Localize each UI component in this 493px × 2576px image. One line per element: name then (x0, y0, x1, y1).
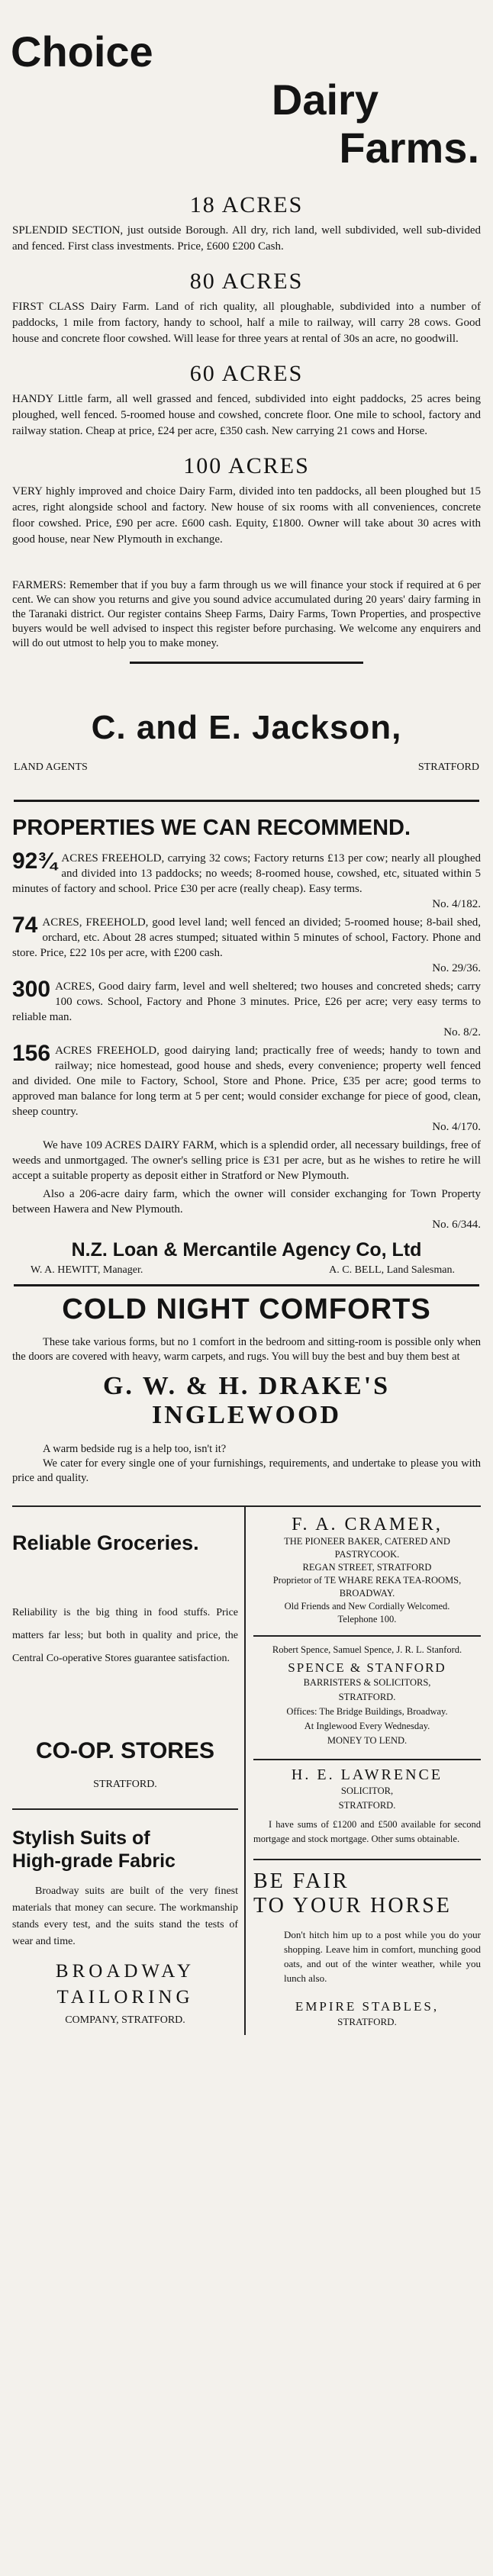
jackson-footer (14, 762, 479, 774)
listing-body: HANDY Little farm, all well grassed and fenced, subdivided into eight paddocks, 25 acres being ploughed, well fenced. 5-roomed house and cowshed, concrete floor. One mile to school, factory and railway station. Cheap at price, £24 per acre, £350 cash. New carrying 21 cows and Horse. (12, 393, 481, 437)
property-ref: No. 4/182. (432, 898, 481, 910)
property-acres-number: 300 (12, 977, 51, 1002)
property-ref: No. 8/2. (443, 1026, 481, 1038)
property-description: ACRES FREEHOLD, good dairying land; practically free of weeds; handy to town and railway; nice homestead, good house and sheds, every convenience; property well fenced and divided. One mile to Factory, School, Store and Phone. Price, £35 per acre; good terms to approved man balance for long term at 5 per cent; would consider exchange for piece of good, clean, sheep country. (12, 1045, 481, 1118)
drakes-town: INGLEWOOD (151, 1401, 342, 1429)
lawrence-name: H. E. LAWRENCE (291, 1766, 443, 1783)
nz-loan-staff (31, 1264, 455, 1277)
divider (14, 800, 479, 802)
horse-body: Don't hitch him up to a post while you do your shopping. Leave him in comfort, munching good oats, and out of the winter weather, while you lunch also. (284, 1929, 481, 1984)
listing-body: SPLENDID SECTION, just outside Borough. All dry, rich land, well subdivided, well sub-divided and fenced. First class investments. Price, £600 £200 Cash. (12, 224, 481, 253)
divider (130, 662, 363, 664)
cramer-line: Old Friends and New Cordially Welcomed. (284, 1601, 450, 1612)
lawrence-ad (253, 1759, 481, 1853)
lawrence-role: SOLICITOR, (340, 1785, 394, 1796)
spence-inglewood: At Inglewood Every Wednesday. (304, 1721, 430, 1731)
listing-heading: 80 ACRES (189, 269, 304, 294)
lawrence-town: STRATFORD. (338, 1800, 396, 1811)
jackson-name: C. and E. Jackson, (91, 709, 402, 746)
farmers-notice: FARMERS: Remember that if you buy a farm through us we will finance your stock if required at 6 per cent. We can show you returns and give you sound advice accumulated during 20 years' dairy farming in the Taranaki district. Our register contains Sheep Farms, Dairy Farms, Town Properties, and prospective buyers would be well advised to inspect this register before purchasing. We welcome any enquirers and will do out utmost to help you to make money. (12, 579, 481, 649)
spence-money: MONEY TO LEND. (327, 1735, 408, 1746)
comforts-line: We cater for every single one of your furnishings, requirements, and undertake to please you with price and quality. (12, 1457, 481, 1484)
two-column-block (12, 1505, 481, 2035)
manager-label: W. A. HEWITT, Manager. (31, 1264, 143, 1276)
property-listing (12, 1043, 481, 1135)
cramer-phone: Telephone 100. (337, 1614, 397, 1624)
comforts-line: A warm bedside rug is a help too, isn't it? (43, 1443, 227, 1455)
right-column (246, 1507, 481, 2035)
property-ref: No. 29/36. (432, 962, 481, 974)
property-ref: No. 4/170. (432, 1121, 481, 1133)
groceries-body: Reliability is the big thing in food stuffs. Price matters far less; but both in quality and price, the Central Co-operative Stores guarantee satisfaction. (12, 1607, 238, 1664)
listing-body: VERY highly improved and choice Dairy Farm, divided into ten paddocks, all been ploughed but 15 acres, right alongside school and factory. New house of six rooms with all conveniences, concrete floor cowshed. Price, £90 per acre. £600 cash. Equity, £1800. Owner will take about 30 acres with good house, near New Plymouth in exchange. (12, 485, 481, 546)
property-listing (12, 848, 481, 912)
cramer-line: Proprietor of TE WHARE REKA TEA-ROOMS, BROADWAY. (272, 1575, 462, 1599)
property-listing (12, 979, 481, 1040)
tailoring-body: Broadway suits are built of the very finest materials that money can secure. The workmanship stands every test, and the suits stand the tests of wear and time. (12, 1885, 238, 1947)
tailoring-title-2: High-grade Fabric (12, 1850, 176, 1872)
property-description: ACRES FREEHOLD, carrying 32 cows; Factory returns £13 per cow; nearly all ploughed and divided into 13 paddocks; no weeds; 8-roomed house, cowshed, etc, situated within 5 minutes of factory and school. Price £30 per acre (really cheap). Easy terms. (12, 852, 481, 895)
spence-town: STRATFORD. (338, 1692, 396, 1702)
property-acres-number: 156 (12, 1041, 51, 1066)
property-listing (12, 915, 481, 976)
listing-heading: 60 ACRES (189, 361, 304, 386)
spence-name: SPENCE & STANFORD (288, 1660, 446, 1675)
listing-heading: 18 ACRES (189, 192, 304, 217)
property-ref: No. 6/344. (432, 1219, 481, 1231)
horse-ad (253, 1859, 481, 2035)
stratford-label: STRATFORD (417, 762, 479, 773)
property-description: ACRES, FREEHOLD, good level land; well fenced an divided; 5-roomed house; 8-bail shed, orchard, etc. About 28 acres stumped; situated within 5 minutes of school, Factory. Phone and store. Price, £22 10s per acre, with £200 cash. (12, 916, 481, 959)
spence-role: BARRISTERS & SOLICITORS, (303, 1677, 431, 1688)
drakes-store-name: G. W. & H. DRAKE'S (102, 1372, 391, 1400)
empire-stables-town: STRATFORD. (337, 2016, 397, 2027)
divider (14, 1284, 479, 1286)
coop-stores-name: CO-OP. STORES (36, 1738, 214, 1763)
cold-night-comforts-ad (8, 1291, 485, 1486)
tailoring-name: TAILORING (56, 1987, 194, 2008)
property-acres-number: 74 (12, 913, 38, 938)
comforts-title: COLD NIGHT COMFORTS (62, 1293, 431, 1325)
properties-paragraph: We have 109 ACRES DAIRY FARM, which is a splendid order, all necessary buildings, free of weeds and unmortgaged. The owner's selling price is £31 per acre, but as he wishes to retire he will accept a suitable property as deposit either in Stratford or New Plymouth. (12, 1139, 481, 1182)
comforts-body: These take various forms, but no 1 comfort in the bedroom and sitting-room is possible only when the doors are covered with heavy, warm carpets, and rugs. You will buy the best and buy them best at (12, 1336, 481, 1363)
properties-ad (8, 813, 485, 1286)
tailoring-ad (12, 1808, 238, 2033)
empire-stables-name: EMPIRE STABLES, (295, 1999, 440, 2014)
listing-body: FIRST CLASS Dairy Farm. Land of rich quality, all ploughable, subdivided into a number of paddocks, 1 mile from factory, handy to school, half a mile to railway, will carry 28 cows. Good house and concrete floor cowshed. Will lease for three years at rental of 30s an acre, no goodwill. (12, 301, 481, 345)
groceries-ad (12, 1507, 238, 1792)
ad-title-dairy: Dairy (271, 76, 379, 124)
groceries-title: Reliable Groceries. (12, 1531, 199, 1554)
salesman-label: A. C. BELL, Land Salesman. (329, 1264, 455, 1276)
property-description: ACRES, Good dairy farm, level and well sheltered; two houses and concreted sheds; carry 100 cows. School, Factory and Phone 3 minutes. Price, £26 per acre; very easy terms to reliable man. (12, 980, 481, 1023)
horse-title-1: BE FAIR (253, 1869, 350, 1893)
cramer-name: F. A. CRAMER, (292, 1515, 443, 1534)
jackson-ad (8, 708, 485, 802)
lawrence-body: I have sums of £1200 and £500 available for second mortgage and stock mortgage. Other sums obtainable. (253, 1819, 481, 1844)
coop-town: STRATFORD. (93, 1779, 157, 1790)
cramer-ad (253, 1507, 481, 1626)
tailoring-sub: COMPANY, STRATFORD. (65, 2014, 185, 2026)
spence-offices: Offices: The Bridge Buildings, Broadway. (286, 1706, 448, 1717)
property-acres-number: 92¾ (12, 848, 57, 874)
cramer-line: THE PIONEER BAKER, CATERED AND PASTRYCOOK. (284, 1536, 450, 1560)
ad-title-farms: Farms. (339, 124, 479, 172)
listing-heading: 100 ACRES (183, 453, 310, 478)
choice-dairy-farms-ad (8, 27, 485, 664)
cramer-line: REGAN STREET, STRATFORD (302, 1562, 432, 1573)
ad-title-choice: Choice (11, 27, 153, 76)
spence-stanford-ad (253, 1635, 481, 1754)
left-column (12, 1507, 246, 2035)
newspaper-page (0, 27, 493, 2576)
tailoring-title-1: Stylish Suits of (12, 1827, 150, 1849)
nz-loan-name: N.Z. Loan & Mercantile Agency Co, Ltd (71, 1239, 422, 1261)
land-agents-label: LAND AGENTS (14, 762, 88, 773)
horse-title-2: TO YOUR HORSE (253, 1894, 452, 1918)
properties-title: PROPERTIES WE CAN RECOMMEND. (12, 816, 411, 840)
spence-partners: Robert Spence, Samuel Spence, J. R. L. Stanford. (272, 1644, 462, 1655)
broadway-name: BROADWAY (55, 1961, 195, 1982)
properties-paragraph: Also a 206-acre dairy farm, which the owner will consider exchanging for Town Property between Hawera and New Plymouth. (12, 1188, 481, 1216)
